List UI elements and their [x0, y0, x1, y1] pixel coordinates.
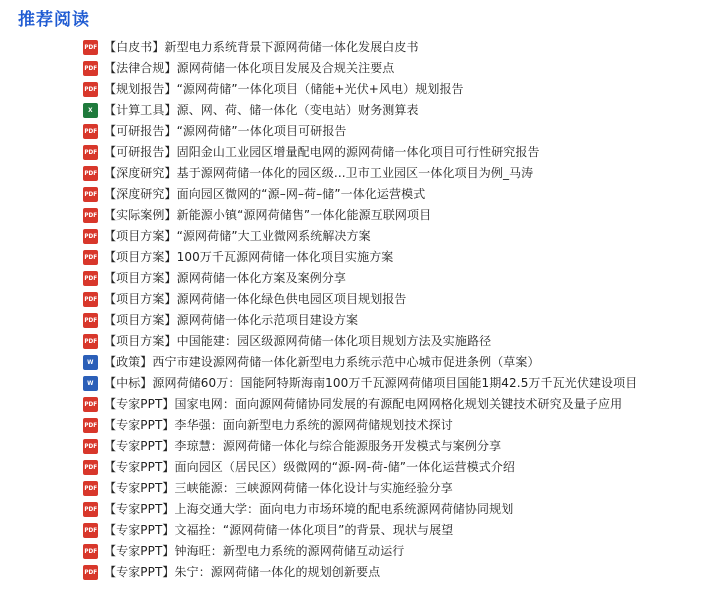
pdf-icon: PDF — [83, 271, 98, 286]
list-item[interactable] — [83, 373, 703, 394]
document-link[interactable]: 【专家PPT】李华强：面向新型电力系统的源网荷储规划技术探讨 — [104, 418, 453, 432]
list-item[interactable] — [83, 121, 703, 142]
document-link[interactable]: 【政策】西宁市建设源网荷储一体化新型电力系统示范中心城市促进条例（草案） — [104, 355, 540, 369]
pdf-icon: PDF — [83, 229, 98, 244]
document-link[interactable]: 【项目方案】100万千瓦源网荷储一体化项目实施方案 — [104, 250, 394, 264]
pdf-icon: PDF — [83, 460, 98, 475]
document-link[interactable]: 【项目方案】中国能建：园区级源网荷储一体化项目规划方法及实施路径 — [104, 334, 492, 348]
pdf-icon: PDF — [83, 397, 98, 412]
document-link[interactable]: 【规划报告】“源网荷储”一体化项目（储能+光伏+风电）规划报告 — [104, 82, 464, 96]
word-icon: W — [83, 355, 98, 370]
pdf-icon: PDF — [83, 250, 98, 265]
list-item[interactable] — [83, 268, 703, 289]
document-link[interactable]: 【可研报告】固阳金山工业园区增量配电网的源网荷储一体化项目可行性研究报告 — [104, 145, 540, 159]
list-item[interactable] — [83, 226, 703, 247]
pdf-icon: PDF — [83, 418, 98, 433]
pdf-icon: PDF — [83, 124, 98, 139]
document-link[interactable]: 【实际案例】新能源小镇“源网荷储售”一体化能源互联网项目 — [104, 208, 432, 222]
document-link[interactable]: 【白皮书】新型电力系统背景下源网荷储一体化发展白皮书 — [104, 40, 419, 54]
pdf-icon: PDF — [83, 145, 98, 160]
pdf-icon: PDF — [83, 292, 98, 307]
recommended-reading-list — [83, 37, 703, 583]
document-link[interactable]: 【项目方案】源网荷储一体化示范项目建设方案 — [104, 313, 359, 327]
pdf-icon: PDF — [83, 565, 98, 580]
document-link[interactable]: 【深度研究】基于源网荷储一体化的园区级...卫市工业园区一体化项目为例_马涛 — [104, 166, 534, 180]
pdf-icon: PDF — [83, 208, 98, 223]
list-item[interactable] — [83, 142, 703, 163]
document-link[interactable]: 【可研报告】“源网荷储”一体化项目可研报告 — [104, 124, 347, 138]
pdf-icon: PDF — [83, 187, 98, 202]
list-item[interactable] — [83, 394, 703, 415]
pdf-icon: PDF — [83, 481, 98, 496]
pdf-icon: PDF — [83, 61, 98, 76]
list-item[interactable] — [83, 289, 703, 310]
pdf-icon: PDF — [83, 82, 98, 97]
excel-icon: X — [83, 103, 98, 118]
list-item[interactable] — [83, 58, 703, 79]
list-item[interactable] — [83, 37, 703, 58]
list-item[interactable] — [83, 415, 703, 436]
document-link[interactable]: 【专家PPT】朱宁：源网荷储一体化的规划创新要点 — [104, 565, 381, 579]
document-link[interactable]: 【计算工具】源、网、荷、储一体化（变电站）财务测算表 — [104, 103, 419, 117]
document-link[interactable]: 【专家PPT】国家电网：面向源网荷储协同发展的有源配电网网格化规划关键技术研究及量子应用 — [104, 397, 623, 411]
list-item[interactable] — [83, 79, 703, 100]
document-link[interactable]: 【深度研究】面向园区微网的“源–网–荷–储”一体化运营模式 — [104, 187, 426, 201]
page-title: 推荐阅读 — [18, 10, 90, 30]
list-item[interactable] — [83, 205, 703, 226]
list-item[interactable] — [83, 163, 703, 184]
document-link[interactable]: 【专家PPT】面向园区（居民区）级微网的“源-网-荷-储”一体化运营模式介绍 — [104, 460, 516, 474]
pdf-icon: PDF — [83, 313, 98, 328]
document-link[interactable]: 【中标】源网荷储60万：国能阿特斯海南100万千瓦源网荷储项目国能1期42.5万千瓦光伏建设项目 — [104, 376, 638, 390]
list-item[interactable] — [83, 499, 703, 520]
pdf-icon: PDF — [83, 334, 98, 349]
pdf-icon: PDF — [83, 502, 98, 517]
list-item[interactable] — [83, 247, 703, 268]
list-item[interactable] — [83, 457, 703, 478]
pdf-icon: PDF — [83, 166, 98, 181]
word-icon: W — [83, 376, 98, 391]
list-item[interactable] — [83, 331, 703, 352]
document-link[interactable]: 【项目方案】“源网荷储”大工业微网系统解决方案 — [104, 229, 371, 243]
list-item[interactable] — [83, 562, 703, 583]
document-link[interactable]: 【专家PPT】文福拴：“源网荷储一体化项目”的背景、现状与展望 — [104, 523, 454, 537]
list-item[interactable] — [83, 352, 703, 373]
document-link[interactable]: 【专家PPT】李琼慧：源网荷储一体化与综合能源服务开发模式与案例分享 — [104, 439, 502, 453]
list-item[interactable] — [83, 478, 703, 499]
pdf-icon: PDF — [83, 40, 98, 55]
document-link[interactable]: 【项目方案】源网荷储一体化方案及案例分享 — [104, 271, 347, 285]
document-link[interactable]: 【项目方案】源网荷储一体化绿色供电园区项目规划报告 — [104, 292, 407, 306]
pdf-icon: PDF — [83, 544, 98, 559]
list-item[interactable] — [83, 100, 703, 121]
document-link[interactable]: 【专家PPT】钟海旺：新型电力系统的源网荷储互动运行 — [104, 544, 405, 558]
document-link[interactable]: 【专家PPT】三峡能源：三峡源网荷储一体化设计与实施经验分享 — [104, 481, 453, 495]
list-item[interactable] — [83, 436, 703, 457]
document-link[interactable]: 【专家PPT】上海交通大学：面向电力市场环境的配电系统源网荷储协同规划 — [104, 502, 514, 516]
list-item[interactable] — [83, 184, 703, 205]
pdf-icon: PDF — [83, 439, 98, 454]
pdf-icon: PDF — [83, 523, 98, 538]
list-item[interactable] — [83, 310, 703, 331]
list-item[interactable] — [83, 520, 703, 541]
list-item[interactable] — [83, 541, 703, 562]
document-link[interactable]: 【法律合规】源网荷储一体化项目发展及合规关注要点 — [104, 61, 395, 75]
